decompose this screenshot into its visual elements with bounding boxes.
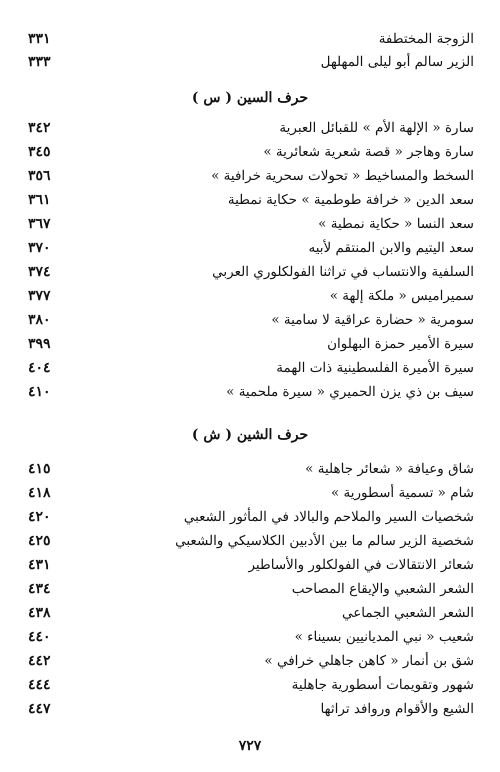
entry-title: سارة وهاجر « قصة شعرية شعائرية » bbox=[263, 144, 474, 160]
entry-page-number: ٣٦٧ bbox=[28, 216, 51, 232]
entry-title: شق بن أنمار « كاهن جاهلي خرافي » bbox=[264, 653, 474, 669]
entry-title: سميراميس « ملكة إلهة » bbox=[329, 288, 474, 304]
entry-title: سيرة الأمير حمزة البهلوان bbox=[327, 336, 474, 352]
entry-page-number: ٣٤٥ bbox=[28, 144, 51, 160]
entry-page-number: ٣٧٠ bbox=[28, 240, 51, 256]
entry-page-number: ٤٢٥ bbox=[28, 533, 51, 549]
entry-page-number: ٤٤٧ bbox=[28, 701, 51, 717]
index-entry bbox=[28, 333, 474, 355]
index-entry bbox=[28, 381, 474, 403]
entry-page-number: ٣٣٣ bbox=[28, 54, 51, 70]
index-entry bbox=[28, 482, 474, 504]
index-entry bbox=[28, 698, 474, 720]
entry-title: شهور وتقويمات أسطورية جاهلية bbox=[291, 677, 474, 693]
section-heading-seen: حرف السين ( س ) bbox=[191, 90, 309, 106]
index-entry bbox=[28, 165, 474, 187]
entry-title: شخصيات السير والملاحم والبالاد في المأثور الشعبي bbox=[183, 509, 474, 525]
index-entry bbox=[28, 28, 474, 50]
entry-page-number: ٣٨٠ bbox=[28, 312, 51, 328]
index-entry bbox=[28, 309, 474, 331]
entry-title: شعيب « نبي المديانيين بسيناء » bbox=[294, 629, 474, 645]
entry-page-number: ٤٠٤ bbox=[28, 360, 51, 376]
entry-page-number: ٤٤٤ bbox=[28, 677, 51, 693]
index-entry bbox=[28, 602, 474, 624]
entry-title: الشعر الشعبي والإيقاع المصاحب bbox=[291, 581, 474, 597]
entry-page-number: ٤٣١ bbox=[28, 557, 51, 573]
entry-page-number: ٣٥٦ bbox=[28, 168, 51, 184]
index-entry bbox=[28, 285, 474, 307]
entry-title: سعد الدين « خرافة طوطمية » حكاية نمطية bbox=[227, 192, 474, 208]
entry-title: سيف بن ذي يزن الحميري « سيرة ملحمية » bbox=[226, 384, 474, 400]
entry-page-number: ٤١٥ bbox=[28, 461, 51, 477]
index-entry bbox=[28, 51, 474, 73]
entry-title: الزوجة المختطفة bbox=[378, 31, 474, 47]
index-entry bbox=[28, 189, 474, 211]
entry-title: سارة « الإلهة الأم » للقبائل العبرية bbox=[279, 120, 474, 136]
entry-page-number: ٣٤٢ bbox=[28, 120, 51, 136]
entry-title: شعائر الانتقالات في الفولكلور والأساطير bbox=[248, 557, 474, 573]
index-entry bbox=[28, 237, 474, 259]
index-entry bbox=[28, 213, 474, 235]
entry-title: شخصية الزير سالم ما بين الأدبين الكلاسيكي والشعبي bbox=[175, 533, 474, 549]
entry-page-number: ٤٣٤ bbox=[28, 581, 51, 597]
entry-page-number: ٤٢٠ bbox=[28, 509, 51, 525]
entry-title: سعد النسا « حكاية نمطية » bbox=[318, 216, 474, 232]
entry-title: شاق وعيافة « شعائر جاهلية » bbox=[305, 461, 474, 477]
entry-page-number: ٣٧٧ bbox=[28, 288, 51, 304]
entry-title: الشعر الشعبي الجماعي bbox=[341, 605, 474, 621]
index-entry bbox=[28, 674, 474, 696]
entry-title: الزير سالم أبو ليلى المهلهل bbox=[320, 54, 474, 70]
entry-page-number: ٤٣٨ bbox=[28, 605, 51, 621]
footer-page-number: ٧٢٧ bbox=[238, 738, 262, 754]
index-entry bbox=[28, 357, 474, 379]
index-entry bbox=[28, 626, 474, 648]
entry-page-number: ٤١٠ bbox=[28, 384, 51, 400]
entry-page-number: ٣٦١ bbox=[28, 192, 51, 208]
entry-page-number: ٤٤٠ bbox=[28, 629, 51, 645]
index-entry bbox=[28, 578, 474, 600]
index-entry bbox=[28, 554, 474, 576]
index-entry bbox=[28, 261, 474, 283]
entry-page-number: ٣٧٤ bbox=[28, 264, 51, 280]
entry-page-number: ٣٩٩ bbox=[28, 336, 51, 352]
entry-title: سيرة الأميرة الفلسطينية ذات الهمة bbox=[276, 360, 474, 376]
entry-title: سعد اليتيم والابن المنتقم لأبيه bbox=[308, 240, 474, 256]
index-entry bbox=[28, 506, 474, 528]
entry-title: سومرية « حضارة عراقية لا سامية » bbox=[271, 312, 474, 328]
index-entry bbox=[28, 458, 474, 480]
entry-title: السخط والمساخيط « تحولات سحرية خرافية » bbox=[211, 168, 474, 184]
entry-title: السلفية والانتساب في تراثنا الفولكلوري العربي bbox=[212, 264, 474, 280]
entry-page-number: ٤٤٢ bbox=[28, 653, 51, 669]
entry-page-number: ٣٣١ bbox=[28, 31, 51, 47]
index-entry bbox=[28, 117, 474, 139]
entry-title: شام « تسمية أسطورية » bbox=[330, 485, 474, 501]
index-entry bbox=[28, 141, 474, 163]
index-entry bbox=[28, 650, 474, 672]
index-entry bbox=[28, 530, 474, 552]
section-heading-sheen: حرف الشين ( ش ) bbox=[191, 427, 309, 443]
entry-title: الشيع والأقوام وروافد تراثها bbox=[320, 701, 474, 717]
entry-page-number: ٤١٨ bbox=[28, 485, 51, 501]
